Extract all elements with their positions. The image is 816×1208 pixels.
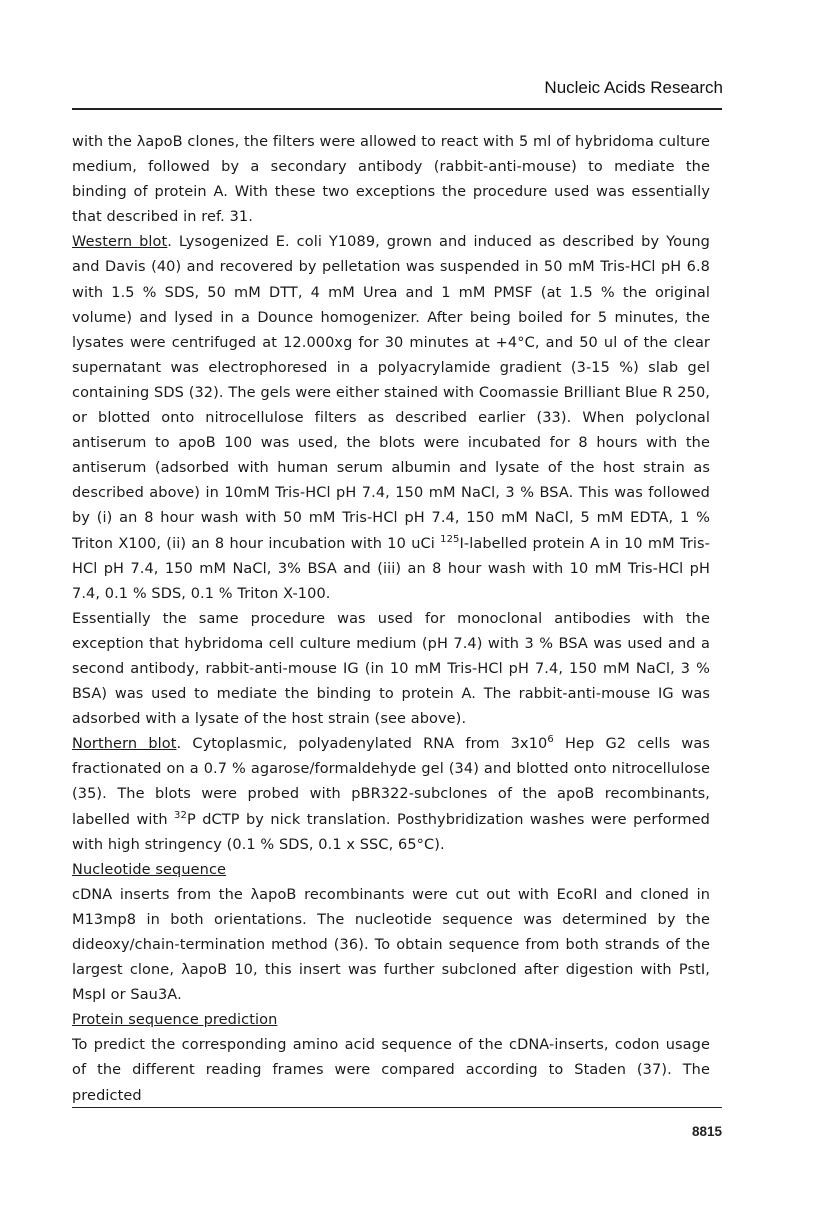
paragraph-nucleotide-sequence: cDNA inserts from the λapoB recombinants were cut out with EcoRI and cloned in M13mp8 in both orientations. The nucleotide sequence was determined by the dideoxy/chain-termination method (36). To obtain sequence from both strands of the largest clone, λapoB 10, this insert was further subcloned after digestion with PstI, MspI or Sau3A. [72,886,710,1004]
section-heading-northern-blot: Northern blot [72,736,177,753]
paragraph-western-blot [72,230,710,606]
page-number: 8815 [691,1124,722,1139]
paragraph-continued: with the λapoB clones, the filters were allowed to react with 5 ml of hybridoma culture medium, followed by a secondary antibody (rabbit-anti-mouse) to mediate the binding of protein A. With these two exceptions the procedure used was essentially that described in ref. 31. [72,134,710,226]
paragraph-text: I-labelled protein A in 10 mM Tris-HCl pH 7.4, 150 mM NaCl, 3% BSA and (iii) an 8 hour wash with 10 mM Tris-HCl pH 7.4, 0.1 % SDS, 0.1 % Triton X-100. [72,535,711,602]
footer-rule [72,1107,722,1108]
paragraph-monoclonal: Essentially the same procedure was used for monoclonal antibodies with the exception that hybridoma cell culture medium (pH 7.4) with 3 % BSA was used and a second antibody, rabbit-anti-mouse IG (in 10 mM Tris-HCl pH 7.4, 150 mM NaCl, 3 % BSA) was used to mediate the binding to protein A. The rabbit-anti-mouse IG was adsorbed with a lysate of the host strain (see above). [72,610,710,728]
paragraph-protein-sequence: To predict the corresponding amino acid sequence of the cDNA-inserts, codon usage of the different reading frames were compared according to Staden (37). The predicted [72,1037,710,1104]
section-heading-protein-sequence [72,1008,710,1033]
header-rule [72,108,722,110]
section-heading-nucleotide-sequence [72,858,710,883]
paragraph-text: . Lysogenized E. coli Y1089, grown and induced as described by Young and Davis (40) and recovered by pelletation was suspended in 50 mM Tris-HCl pH 6.8 with 1.5 % SDS, 50 mM DTT, 4 mM Urea and 1 mM PMSF (at 1.5 % the original volume) and lysed in a Dounce homogenizer. After being boiled for 5 minutes, the lysates were centrifuged at 12.000xg for 30 minutes at +4°C, and 50 ul of the clear supernatant was electrophoresed in a polyacrylamide gradient (3-15 %) slab gel containing SDS (32). The gels were either stained with Coomassie Brilliant Blue R 250, or blotted onto nitrocellulose filters as described earlier (33). When polyclonal antiserum to apoB 100 was used, the blots were incubated for 8 hours with the antiserum (adsorbed with human serum albumin and lysate of the host strain as described above) in 10mM Tris-HCl pH 7.4, 150 mM NaCl, 3 % BSA. This was followed by (i) an 8 hour wash with 50 mM Tris-HCl pH 7.4, 150 mM NaCl, 5 mM EDTA, 1 % Triton X100, (ii) an 8 hour incubation with 10 uCi [72,234,710,552]
heading-text: Protein sequence prediction [72,1012,278,1029]
paragraph-text: P dCTP by nick translation. Posthybridization washes were performed with high stringency (0.1 % SDS, 0.1 x SSC, 65°C). [72,811,710,853]
paragraph-text: Hep G2 cells was fractionated on a 0.7 % agarose/formaldehyde gel (34) and blotted onto nitrocellulose (35). The blots were probed with pBR322-subclones of the apoB recombinants, labelled with [72,736,710,828]
paragraph-northern-blot [72,732,710,857]
section-heading-western-blot: Western blot [72,234,168,251]
superscript: 6 [547,734,554,746]
journal-title: Nucleic Acids Research [544,78,723,97]
superscript: 32 [174,809,187,821]
article-body [72,130,710,1109]
heading-text: Nucleotide sequence [72,861,227,878]
superscript: 125 [440,533,460,545]
paragraph-text: . Cytoplasmic, polyadenylated RNA from 3x10 [176,736,548,753]
